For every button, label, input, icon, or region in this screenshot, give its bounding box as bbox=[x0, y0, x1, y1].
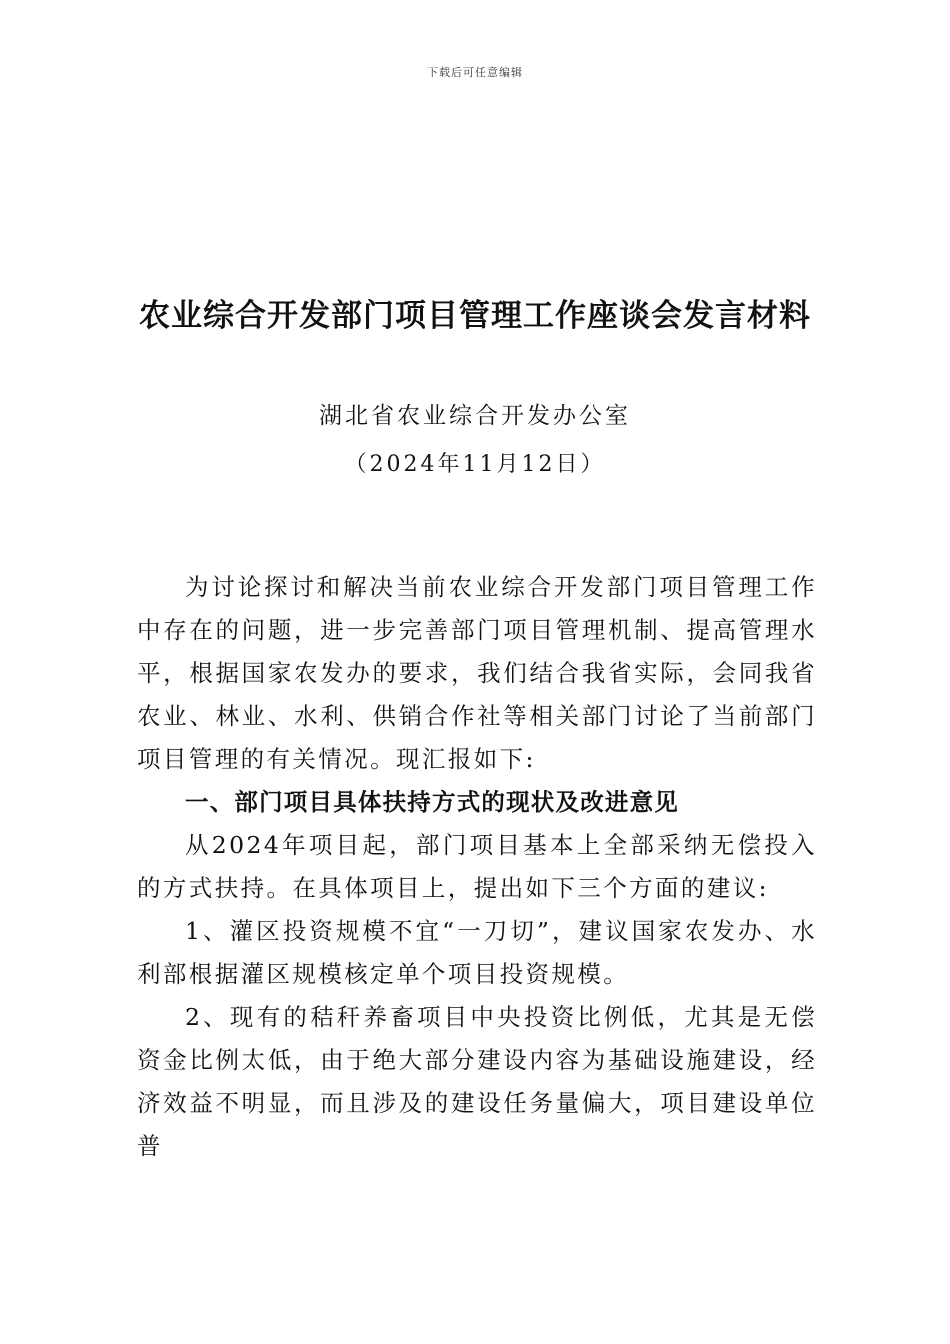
issuing-organization: 湖北省农业综合开发办公室 bbox=[319, 403, 631, 429]
document-body bbox=[137, 566, 817, 1168]
paragraph: 从2024年项目起，部门项目基本上全部采纳无偿投入的方式扶持。在具体项目上，提出如下三个方面的建议: bbox=[137, 831, 817, 902]
paragraph-intro: 为讨论探讨和解决当前农业综合开发部门项目管理工作中存在的问题，进一步完善部门项目管理机制、提高管理水平，根据国家农发办的要求，我们结合我省实际，会同我省农业、林业、水利、供销合作社等相关部门讨论了当前部门项目管理的有关情况。现汇报如下: bbox=[137, 573, 817, 773]
section-heading-1: 一、部门项目具体扶持方式的现状及改进意见 bbox=[185, 788, 679, 816]
header-note: 下载后可任意编辑 bbox=[427, 66, 523, 79]
paragraph: 1、灌区投资规模不宜“一刀切”，建议国家农发办、水利部根据灌区规模核定单个项目投资规模。 bbox=[137, 917, 817, 988]
paragraph: 2、现有的秸秆养畜项目中央投资比例低，尤其是无偿资金比例太低，由于绝大部分建设内容为基础设施建设，经济效益不明显，而且涉及的建设任务量偏大，项目建设单位普 bbox=[137, 1003, 817, 1160]
document-date: （2024年11月12日） bbox=[344, 452, 606, 477]
document-title: 农业综合开发部门项目管理工作座谈会发言材料 bbox=[139, 298, 811, 334]
